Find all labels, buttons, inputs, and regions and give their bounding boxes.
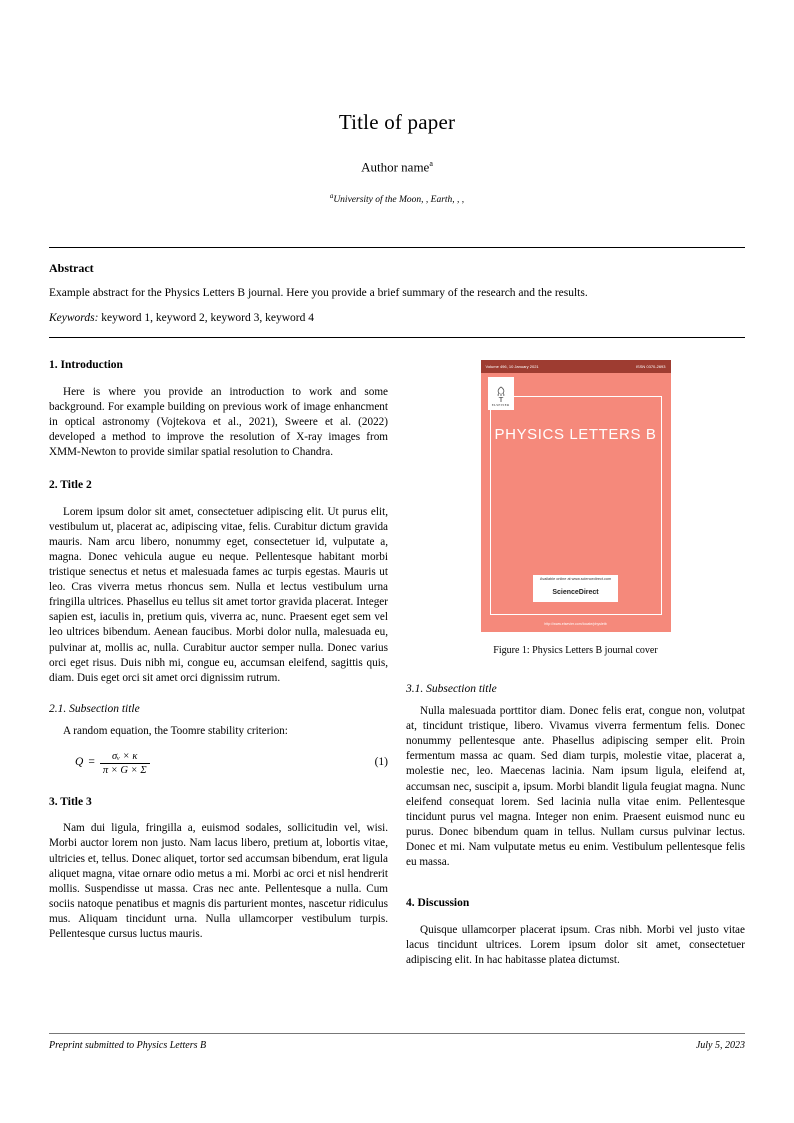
figure-1 <box>406 360 745 658</box>
equation-numerator: σᵥ × κ <box>111 750 138 762</box>
abstract-top-rule <box>49 247 745 248</box>
keywords-label: Keywords: <box>49 312 99 324</box>
abstract-bottom-rule <box>49 337 745 338</box>
sciencedirect-box <box>533 575 618 602</box>
affiliation-mark: a <box>329 192 334 201</box>
cover-issn-text: ISSN 0370-2693 <box>635 363 666 369</box>
title-block <box>49 0 745 205</box>
equation-equals: = <box>88 756 95 769</box>
journal-cover-image <box>481 360 671 632</box>
keywords-text: keyword 1, keyword 2, keyword 3, keyword 4 <box>101 312 314 324</box>
affiliation-line <box>49 192 745 205</box>
available-online-text: Available online at www.sciencedirect.com <box>539 577 612 582</box>
equation-denominator: π × G × Σ <box>100 763 150 777</box>
subsection-heading-31: 3.1. Subsection title <box>406 682 497 695</box>
title3-paragraph: Nam dui ligula, fringilla a, euismod sodales, sollicitudin vel, wisi. Morbi auctor lorem non justo. Nam lacus libero, pretium at, lobortis vitae, ultricies et, tellus. Donec aliquet, tortor sed accumsan bibendum, erat ligula aliquet magna, vitae ornare odio metus a mi. Morbi ac orci et nisl hendrerit mollis. Suspendisse ut massa. Cras nec ante. Pellentesque a nulla. Cum sociis natoque penatibus et magnis dis parturient montes, nascetur ridiculus mus. Aliquam tincidunt urna. Nulla ullamcorper vestibulum turpis. Pellentesque cursus luctus mauris. <box>49 822 388 941</box>
equation-number: (1) <box>374 756 388 769</box>
introduction-paragraph: Here is where you provide an introduction to work and some background. For example building on previous work of image enhancment in optical astronomy (Vojtekova et al., 2021), Sweere et al. (2022) developed a method to improve the resolution of X-ray images from XMM-Newton to provide similar spatial resolution to Chandra. <box>49 385 388 458</box>
section-heading-title2: 2. Title 2 <box>49 479 92 492</box>
cover-website-url: http://www.elsevier.com/locate/physletb <box>544 622 607 627</box>
body-columns <box>49 358 745 968</box>
left-column <box>49 358 388 968</box>
author-affiliation-mark: a <box>429 159 433 168</box>
subsection-heading-21: 2.1. Subsection title <box>49 702 140 715</box>
section-heading-title3: 3. Title 3 <box>49 795 92 808</box>
sciencedirect-logo: ScienceDirect <box>552 588 599 596</box>
subsection31-paragraph: Nulla malesuada porttitor diam. Donec felis erat, congue non, volutpat at, tincidunt tristique, libero. Vivamus viverra fermentum felis. Donec nonummy pellentesque ante. Phasellus adipiscing semper elit. Proin fermentum massa ac quam. Sed diam turpis, molestie vitae, placerat a, molestie nec, leo. Maecenas lacinia. Nam ipsum ligula, eleifend at, accumsan nec, suscipit a, ipsum. Morbi blandit ligula feugiat magna. Nunc eleifend consequat lorem. Sed lacinia nulla vitae enim. Pellentesque tincidunt purus vel magna. Integer non enim. Praesent euismod nunc eu purus. Donec bibendum quam in tellus. Nullam cursus pulvinar lectus. Donec et mi. Nam vulputate metus eu enim. Vestibulum pellentesque felis eu massa. <box>406 705 745 869</box>
cover-volume-text: Volume 496, 10 January 2021 <box>485 363 539 369</box>
sciencedirect-area <box>491 575 661 602</box>
cover-frame <box>490 396 662 615</box>
keywords-line <box>49 312 745 324</box>
author-line <box>49 159 745 175</box>
cover-journal-name: PHYSICS LETTERS B <box>494 426 657 443</box>
equation-fraction <box>100 750 150 777</box>
elsevier-label: ELSEVIER <box>491 403 510 408</box>
right-column <box>406 358 745 968</box>
equation-1 <box>49 750 388 777</box>
title2-paragraph: Lorem ipsum dolor sit amet, consectetuer adipiscing elit. Ut purus elit, vestibulum ut, placerat ac, adipiscing vitae, felis. Curabitur dictum gravida mauris. Nam arcu libero, nonummy eget, consectetuer id, vulputate a, magna. Donec vehicula augue eu neque. Pellentesque habitant morbi tristique senectus et netus et malesuada fames ac turpis egestas. Mauris ut leo. Cras viverra metus rhoncus sem. Nulla et lectus vestibulum urna fringilla ultrices. Phasellus eu tellus sit amet tortor gravida placerat. Integer sapien est, iaculis in, pretium quis, viverra ac, nunc. Praesent eget sem vel leo ultrices bibendum. Aenean faucibus. Morbi dolor nulla, malesuada eu, pulvinar at, mollis ac, nulla. Curabitur auctor semper nulla. Donec varius orci eget risus. Duis nibh mi, congue eu, accumsan eleifend, sagittis quis, diam. Duis eget orci sit amet orci dignissim rutrum. <box>49 505 388 684</box>
affiliation-text: University of the Moon, , Earth, , , <box>333 195 465 206</box>
abstract-text: Example abstract for the Physics Letters B journal. Here you provide a brief summary of the research and the results. <box>49 287 588 300</box>
subsection21-paragraph: A random equation, the Toomre stability criterion: <box>63 725 288 738</box>
footer-date: July 5, 2023 <box>695 1040 745 1051</box>
section-heading-introduction: 1. Introduction <box>49 359 123 371</box>
figure-caption: Figure 1: Physics Letters B journal cover <box>493 645 658 656</box>
author-name: Author name <box>361 159 430 175</box>
section-heading-discussion: 4. Discussion <box>406 897 470 910</box>
footer-preprint-note: Preprint submitted to Physics Letters B <box>49 1040 207 1051</box>
discussion-paragraph: Quisque ullamcorper placerat ipsum. Cras nibh. Morbi vel justo vitae lacus tincidunt ultrices. Lorem ipsum dolor sit amet, consectetuer adipiscing elit. In hac habitasse platea dictumst. <box>406 923 745 966</box>
cover-top-bar <box>481 360 671 373</box>
equation-lhs: Q <box>75 756 84 769</box>
abstract-heading: Abstract <box>49 261 94 276</box>
paper-title: Title of paper <box>338 110 456 134</box>
preprint-footer <box>49 1033 745 1051</box>
